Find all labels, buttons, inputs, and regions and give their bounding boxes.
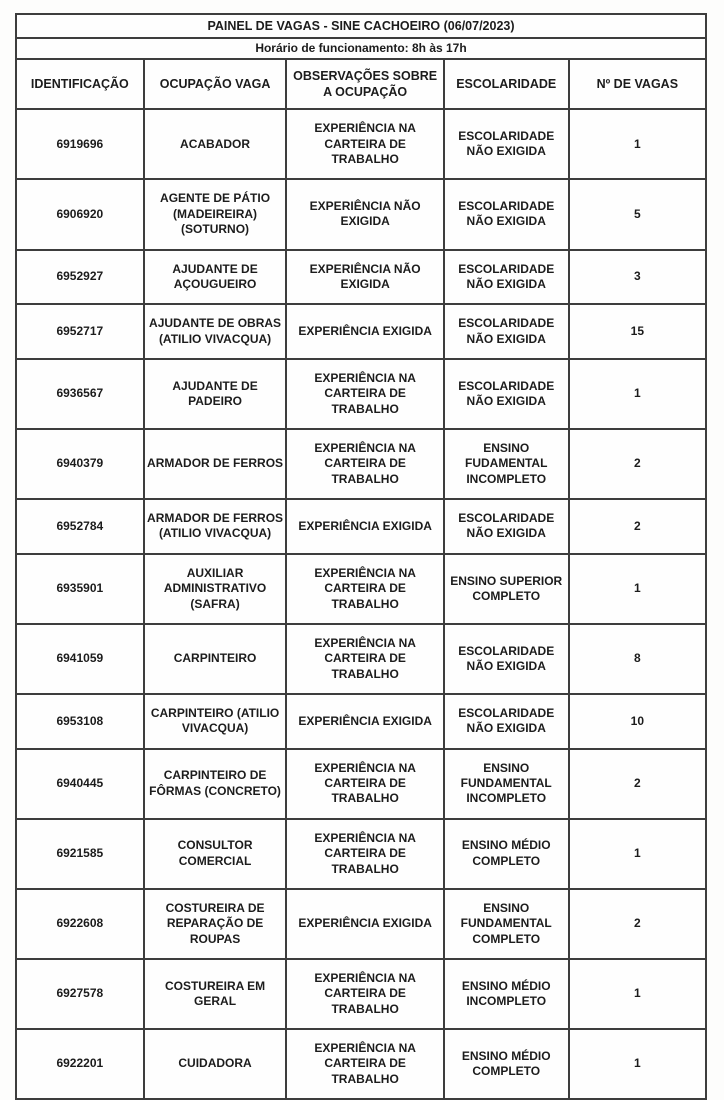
- cell-observacoes: EXPERIÊNCIA NA CARTEIRA DE TRABALHO: [286, 959, 443, 1029]
- cell-identificacao: 6922201: [16, 1029, 144, 1099]
- cell-identificacao: 6940445: [16, 749, 144, 819]
- cell-num-vagas: 2: [569, 429, 706, 499]
- cell-escolaridade: ENSINO MÉDIO COMPLETO: [444, 819, 569, 889]
- cell-ocupacao-vaga: CONSULTOR COMERCIAL: [144, 819, 287, 889]
- cell-ocupacao-vaga: AJUDANTE DE PADEIRO: [144, 359, 287, 429]
- column-header-observacoes: OBSERVAÇÕES SOBRE A OCUPAÇÃO: [286, 59, 443, 109]
- cell-num-vagas: 2: [569, 889, 706, 959]
- cell-observacoes: EXPERIÊNCIA EXIGIDA: [286, 304, 443, 359]
- cell-num-vagas: 1: [569, 1029, 706, 1099]
- table-row: [16, 179, 706, 249]
- cell-observacoes: EXPERIÊNCIA NÃO EXIGIDA: [286, 179, 443, 249]
- column-header-identificacao: IDENTIFICAÇÃO: [16, 59, 144, 109]
- table-row: [16, 429, 706, 499]
- cell-num-vagas: 2: [569, 749, 706, 819]
- cell-ocupacao-vaga: CARPINTEIRO: [144, 624, 287, 694]
- cell-ocupacao-vaga: AUXILIAR ADMINISTRATIVO (SAFRA): [144, 554, 287, 624]
- cell-identificacao: 6953108: [16, 694, 144, 749]
- cell-escolaridade: ENSINO FUNDAMENTAL COMPLETO: [444, 889, 569, 959]
- table-row: [16, 694, 706, 749]
- cell-identificacao: 6952784: [16, 499, 144, 554]
- table-row: [16, 889, 706, 959]
- table-row: [16, 819, 706, 889]
- opening-hours: Horário de funcionamento: 8h às 17h: [16, 38, 706, 59]
- cell-identificacao: 6935901: [16, 554, 144, 624]
- cell-ocupacao-vaga: CARPINTEIRO DE FÔRMAS (CONCRETO): [144, 749, 287, 819]
- cell-observacoes: EXPERIÊNCIA NA CARTEIRA DE TRABALHO: [286, 429, 443, 499]
- column-header-escolaridade: ESCOLARIDADE: [444, 59, 569, 109]
- cell-observacoes: EXPERIÊNCIA NA CARTEIRA DE TRABALHO: [286, 109, 443, 179]
- cell-num-vagas: 1: [569, 959, 706, 1029]
- table-row: [16, 554, 706, 624]
- cell-ocupacao-vaga: AGENTE DE PÁTIO (MADEIREIRA) (SOTURNO): [144, 179, 287, 249]
- cell-escolaridade: ESCOLARIDADE NÃO EXIGIDA: [444, 179, 569, 249]
- cell-observacoes: EXPERIÊNCIA NA CARTEIRA DE TRABALHO: [286, 554, 443, 624]
- cell-escolaridade: ESCOLARIDADE NÃO EXIGIDA: [444, 109, 569, 179]
- cell-ocupacao-vaga: ARMADOR DE FERROS (ATILIO VIVACQUA): [144, 499, 287, 554]
- cell-num-vagas: 5: [569, 179, 706, 249]
- cell-ocupacao-vaga: AJUDANTE DE OBRAS (ATILIO VIVACQUA): [144, 304, 287, 359]
- cell-identificacao: 6952927: [16, 250, 144, 305]
- cell-ocupacao-vaga: CARPINTEIRO (ATILIO VIVACQUA): [144, 694, 287, 749]
- cell-observacoes: EXPERIÊNCIA EXIGIDA: [286, 694, 443, 749]
- cell-escolaridade: ENSINO MÉDIO COMPLETO: [444, 1029, 569, 1099]
- cell-ocupacao-vaga: ARMADOR DE FERROS: [144, 429, 287, 499]
- cell-num-vagas: 3: [569, 250, 706, 305]
- cell-identificacao: 6906920: [16, 179, 144, 249]
- column-header-ocupacao-vaga: OCUPAÇÃO VAGA: [144, 59, 287, 109]
- table-row: [16, 359, 706, 429]
- cell-num-vagas: 1: [569, 819, 706, 889]
- cell-observacoes: EXPERIÊNCIA NA CARTEIRA DE TRABALHO: [286, 819, 443, 889]
- cell-escolaridade: ESCOLARIDADE NÃO EXIGIDA: [444, 250, 569, 305]
- cell-ocupacao-vaga: COSTUREIRA EM GERAL: [144, 959, 287, 1029]
- cell-escolaridade: ENSINO FUDAMENTAL INCOMPLETO: [444, 429, 569, 499]
- cell-num-vagas: 8: [569, 624, 706, 694]
- cell-escolaridade: ESCOLARIDADE NÃO EXIGIDA: [444, 304, 569, 359]
- cell-num-vagas: 1: [569, 554, 706, 624]
- cell-ocupacao-vaga: COSTUREIRA DE REPARAÇÃO DE ROUPAS: [144, 889, 287, 959]
- cell-identificacao: 6921585: [16, 819, 144, 889]
- table-title: PAINEL DE VAGAS - SINE CACHOEIRO (06/07/2023): [16, 14, 706, 38]
- table-row: [16, 749, 706, 819]
- vacancies-table: [15, 13, 707, 1100]
- cell-observacoes: EXPERIÊNCIA NA CARTEIRA DE TRABALHO: [286, 749, 443, 819]
- table-title-row: [16, 14, 706, 38]
- cell-observacoes: EXPERIÊNCIA EXIGIDA: [286, 889, 443, 959]
- table-row: [16, 1029, 706, 1099]
- table-body: [16, 109, 706, 1099]
- table-subtitle-row: [16, 38, 706, 59]
- cell-escolaridade: ESCOLARIDADE NÃO EXIGIDA: [444, 499, 569, 554]
- cell-ocupacao-vaga: CUIDADORA: [144, 1029, 287, 1099]
- table-row: [16, 499, 706, 554]
- cell-num-vagas: 1: [569, 109, 706, 179]
- cell-escolaridade: ESCOLARIDADE NÃO EXIGIDA: [444, 624, 569, 694]
- table-header-row: [16, 59, 706, 109]
- cell-observacoes: EXPERIÊNCIA NÃO EXIGIDA: [286, 250, 443, 305]
- cell-identificacao: 6952717: [16, 304, 144, 359]
- cell-num-vagas: 2: [569, 499, 706, 554]
- table-row: [16, 624, 706, 694]
- cell-escolaridade: ENSINO SUPERIOR COMPLETO: [444, 554, 569, 624]
- column-header-num-vagas: Nº DE VAGAS: [569, 59, 706, 109]
- table-row: [16, 304, 706, 359]
- cell-escolaridade: ENSINO MÉDIO INCOMPLETO: [444, 959, 569, 1029]
- cell-identificacao: 6927578: [16, 959, 144, 1029]
- cell-observacoes: EXPERIÊNCIA NA CARTEIRA DE TRABALHO: [286, 359, 443, 429]
- cell-num-vagas: 10: [569, 694, 706, 749]
- cell-escolaridade: ESCOLARIDADE NÃO EXIGIDA: [444, 694, 569, 749]
- cell-num-vagas: 1: [569, 359, 706, 429]
- cell-escolaridade: ENSINO FUNDAMENTAL INCOMPLETO: [444, 749, 569, 819]
- cell-identificacao: 6941059: [16, 624, 144, 694]
- table-row: [16, 250, 706, 305]
- cell-identificacao: 6919696: [16, 109, 144, 179]
- cell-escolaridade: ESCOLARIDADE NÃO EXIGIDA: [444, 359, 569, 429]
- table-row: [16, 959, 706, 1029]
- table-row: [16, 109, 706, 179]
- cell-identificacao: 6940379: [16, 429, 144, 499]
- cell-identificacao: 6922608: [16, 889, 144, 959]
- cell-ocupacao-vaga: AJUDANTE DE AÇOUGUEIRO: [144, 250, 287, 305]
- cell-num-vagas: 15: [569, 304, 706, 359]
- cell-observacoes: EXPERIÊNCIA NA CARTEIRA DE TRABALHO: [286, 1029, 443, 1099]
- cell-identificacao: 6936567: [16, 359, 144, 429]
- cell-observacoes: EXPERIÊNCIA EXIGIDA: [286, 499, 443, 554]
- cell-observacoes: EXPERIÊNCIA NA CARTEIRA DE TRABALHO: [286, 624, 443, 694]
- cell-ocupacao-vaga: ACABADOR: [144, 109, 287, 179]
